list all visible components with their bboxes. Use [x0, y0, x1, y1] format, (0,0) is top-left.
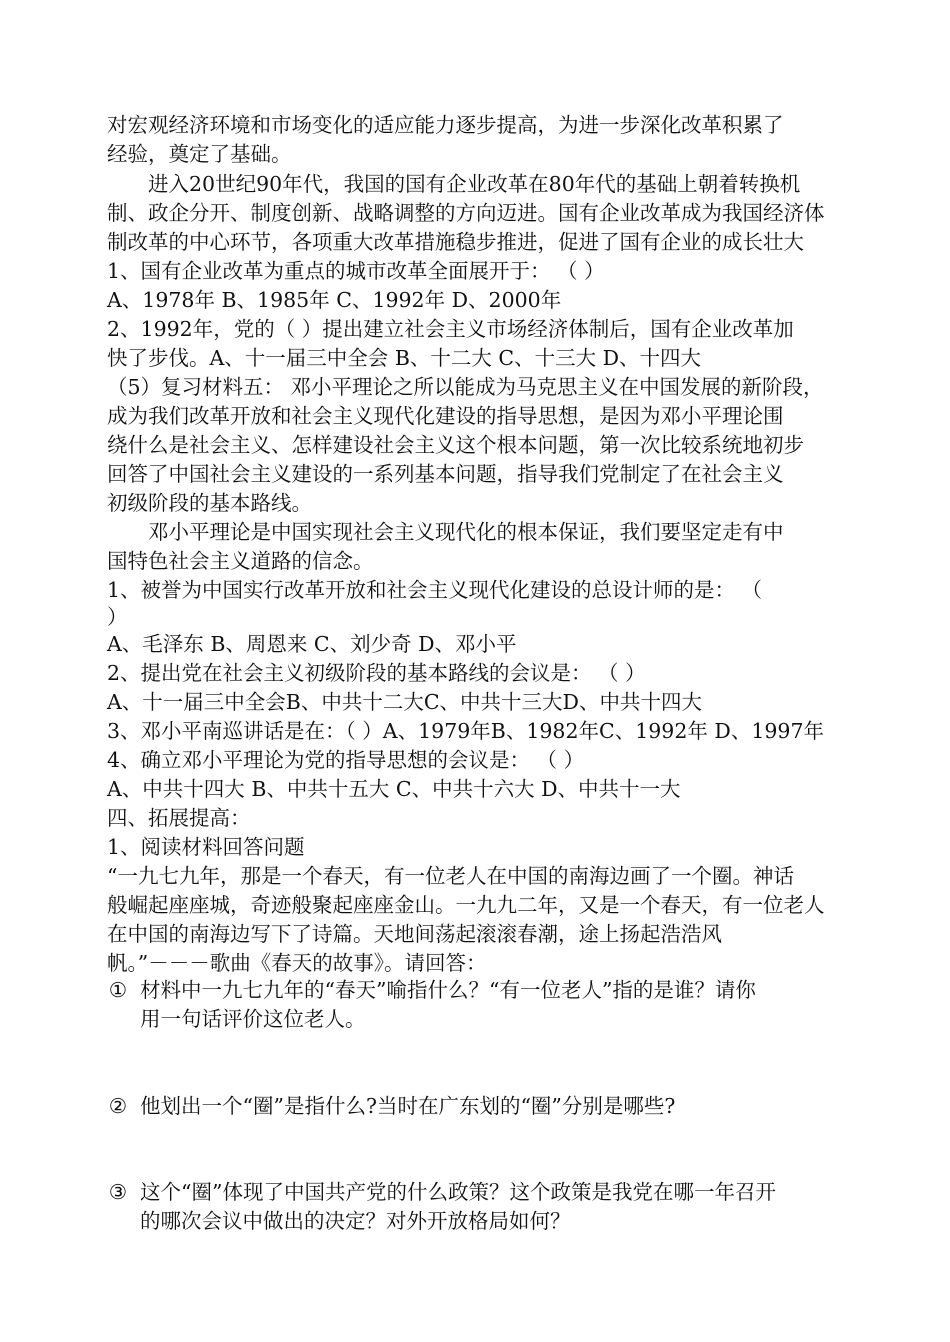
- text-line: 制、政企分开、制度创新、战略调整的方向迈进。国有企业改革成为我国经济体: [107, 201, 825, 225]
- text-line: 绕什么是社会主义、怎样建设社会主义这个根本问题，第一次比较系统地初步: [107, 433, 804, 457]
- text-line: 进入20世纪90年代，我国的国有企业改革在80年代的基础上朝着转换机: [148, 172, 801, 196]
- options-line: 快了步伐。A、十一届三中全会 B、十二大 C、十三大 D、十四大: [107, 346, 702, 370]
- text-line: 国特色社会主义道路的信念。: [107, 549, 374, 573]
- options-line: A、十一届三中全会B、中共十二大C、中共十三大D、中共十四大: [107, 690, 702, 714]
- text-line: 成为我们改革开放和社会主义现代化建设的指导思想，是因为邓小平理论围: [107, 404, 784, 428]
- options-line: A、毛泽东 B、周恩来 C、刘少奇 D、邓小平: [107, 632, 517, 656]
- question-line: 1、阅读材料回答问题: [107, 835, 305, 859]
- quote-line: 在中国的南海边写下了诗篇。天地间荡起滚滚春潮，途上扬起浩浩风: [107, 922, 722, 946]
- quote-line: “一九七九年，那是一个春天，有一位老人在中国的南海边画了一个圈。神话: [107, 864, 794, 888]
- quote-line: 帆。”－－－歌曲《春天的故事》。请回答：: [107, 951, 487, 975]
- question-line: ）: [107, 605, 128, 629]
- question-line: 1、国有企业改革为重点的城市改革全面展开于： （ ）: [107, 259, 605, 283]
- question-line: 3、邓小平南巡讲话是在：（ ）A、1979年B、1982年C、1992年 D、1997年: [107, 719, 824, 743]
- question-line: 2、1992年，党的（ ）提出建立社会主义市场经济体制后，国有企业改革加: [107, 317, 794, 341]
- sub-question-line: 的哪次会议中做出的决定？对外开放格局如何？: [140, 1209, 571, 1233]
- text-line: 对宏观经济环境和市场变化的适应能力逐步提高，为进一步深化改革积累了: [107, 113, 784, 137]
- text-line: 邓小平理论是中国实现社会主义现代化的根本保证，我们要坚定走有中: [148, 520, 784, 544]
- options-line: A、中共十四大 B、中共十五大 C、中共十六大 D、中共十一大: [107, 777, 681, 801]
- sub-question-line: 材料中一九七九年的“春天”喻指什么？“有一位老人”指的是谁？请你: [140, 978, 756, 1002]
- circled-number-2: ②: [108, 1094, 128, 1118]
- text-line: 初级阶段的基本路线。: [107, 491, 312, 515]
- text-line: 回答了中国社会主义建设的一系列基本问题，指导我们党制定了在社会主义: [107, 462, 784, 486]
- quote-line: 般崛起座座城，奇迹般聚起座座金山。一九九二年，又是一个春天，有一位老人: [107, 893, 825, 917]
- sub-question-line: 他划出一个“圈”是指什么?当时在广东划的“圈”分别是哪些?: [140, 1094, 676, 1118]
- circled-number-1: ①: [108, 978, 128, 1002]
- sub-question-line: 用一句话评价这位老人。: [140, 1007, 366, 1031]
- options-line: A、1978年 B、1985年 C、1992年 D、2000年: [107, 288, 562, 312]
- question-line: 1、被誉为中国实行改革开放和社会主义现代化建设的总设计师的是： （: [107, 578, 763, 602]
- circled-number-3: ③: [108, 1180, 128, 1204]
- text-line: 经验，奠定了基础。: [107, 142, 292, 166]
- question-line: 2、提出党在社会主义初级阶段的基本路线的会议是： （ ）: [107, 661, 646, 685]
- section-heading: 四、拓展提高：: [107, 806, 251, 830]
- section-heading: （5）复习材料五： 邓小平理论之所以能成为马克思主义在中国发展的新阶段，: [107, 375, 824, 399]
- text-line: 制改革的中心环节，各项重大改革措施稳步推进，促进了国有企业的成长壮大: [107, 230, 804, 254]
- question-line: 4、确立邓小平理论为党的指导思想的会议是： （ ）: [107, 748, 585, 772]
- sub-question-line: 这个“圈”体现了中国共产党的什么政策？这个政策是我党在哪一年召开: [140, 1180, 776, 1204]
